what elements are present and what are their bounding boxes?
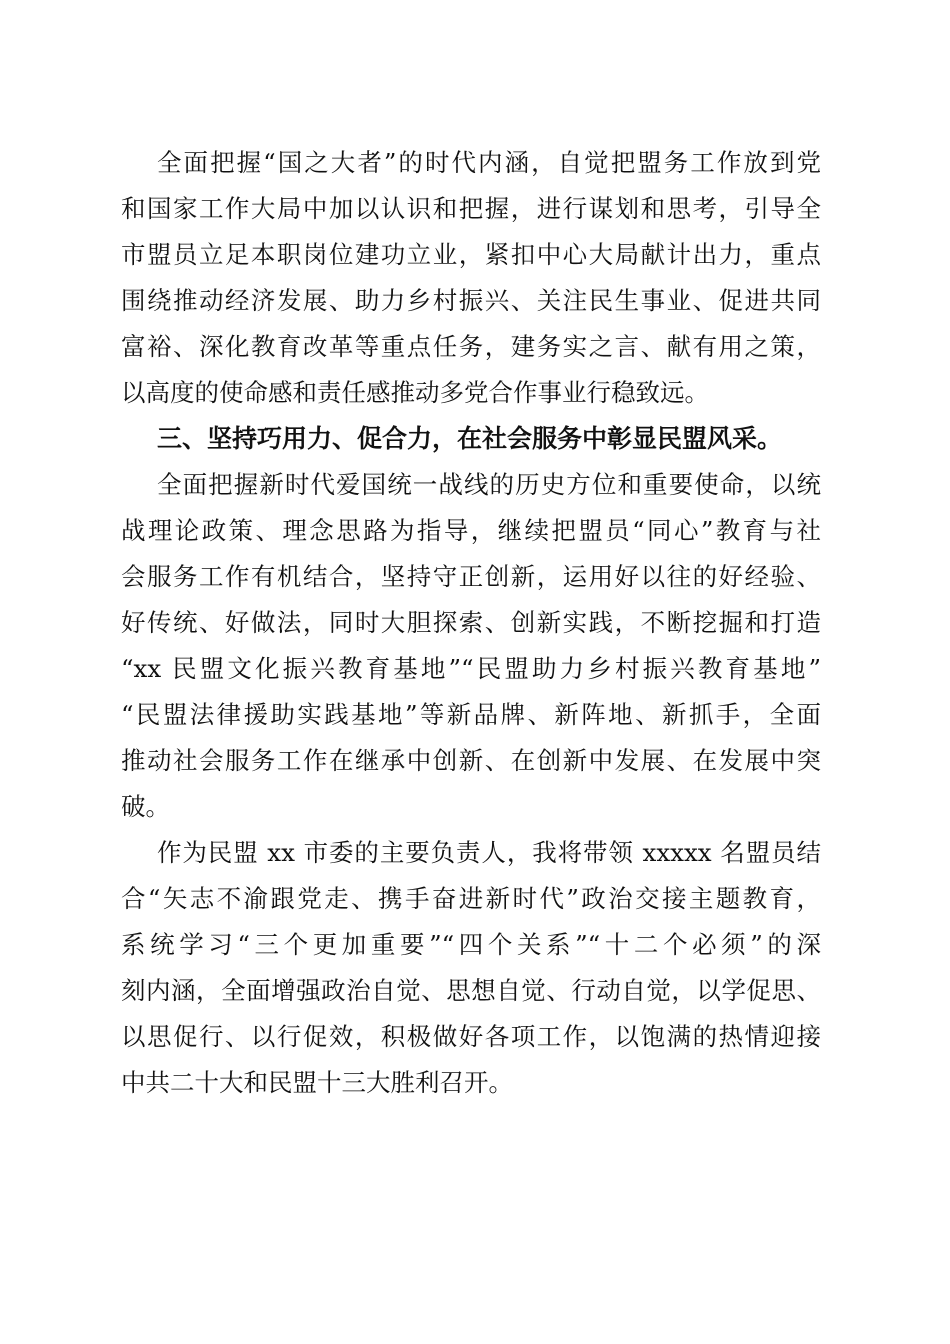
paragraph-2-line-6: “民盟法律援助实践基地”等新品牌、新阵地、新抓手，全面 bbox=[121, 700, 821, 729]
paragraph-1-line-5: 富裕、深化教育改革等重点任务，建务实之言、献有用之策， bbox=[121, 332, 821, 361]
paragraph-2-line-4: 好传统、好做法，同时大胆探索、创新实践，不断挖掘和打造 bbox=[121, 608, 821, 637]
paragraph-2-line-8: 破。 bbox=[121, 792, 170, 821]
paragraph-3-line-5: 以思促行、以行促效，积极做好各项工作，以饱满的热情迎接 bbox=[121, 1022, 821, 1051]
paragraph-2-line-2: 战理论政策、理念思路为指导，继续把盟员“同心”教育与社 bbox=[121, 516, 821, 545]
paragraph-1-line-1: 全面把握“国之大者”的时代内涵，自觉把盟务工作放到党 bbox=[157, 148, 821, 177]
paragraph-1-line-3: 市盟员立足本职岗位建功立业，紧扣中心大局献计出力，重点 bbox=[121, 240, 821, 269]
paragraph-3-line-3: 系统学习“三个更加重要”“四个关系”“十二个必须”的深 bbox=[121, 930, 821, 959]
paragraph-1-line-6: 以高度的使命感和责任感推动多党合作事业行稳致远。 bbox=[121, 378, 709, 407]
paragraph-3-line-6: 中共二十大和民盟十三大胜利召开。 bbox=[121, 1068, 513, 1097]
paragraph-2-line-1: 全面把握新时代爱国统一战线的历史方位和重要使命，以统 bbox=[157, 470, 821, 499]
paragraph-1-line-2: 和国家工作大局中加以认识和把握，进行谋划和思考，引导全 bbox=[121, 194, 821, 223]
paragraph-3-line-4: 刻内涵，全面增强政治自觉、思想自觉、行动自觉，以学促思、 bbox=[121, 976, 821, 1005]
section-heading: 三、坚持巧用力、促合力，在社会服务中彰显民盟风采。 bbox=[157, 424, 783, 453]
paragraph-3-line-1: 作为民盟 xx 市委的主要负责人，我将带领 xxxxx 名盟员结 bbox=[157, 838, 821, 867]
paragraph-2-line-3: 会服务工作有机结合，坚持守正创新，运用好以往的好经验、 bbox=[121, 562, 821, 591]
paragraph-1-line-4: 围绕推动经济发展、助力乡村振兴、关注民生事业、促进共同 bbox=[121, 286, 821, 315]
paragraph-3-line-2: 合“矢志不渝跟党走、携手奋进新时代”政治交接主题教育， bbox=[121, 884, 821, 913]
paragraph-2-line-5: “xx 民盟文化振兴教育基地”“民盟助力乡村振兴教育基地” bbox=[121, 654, 821, 683]
paragraph-2-line-7: 推动社会服务工作在继承中创新、在创新中发展、在发展中突 bbox=[121, 746, 821, 775]
